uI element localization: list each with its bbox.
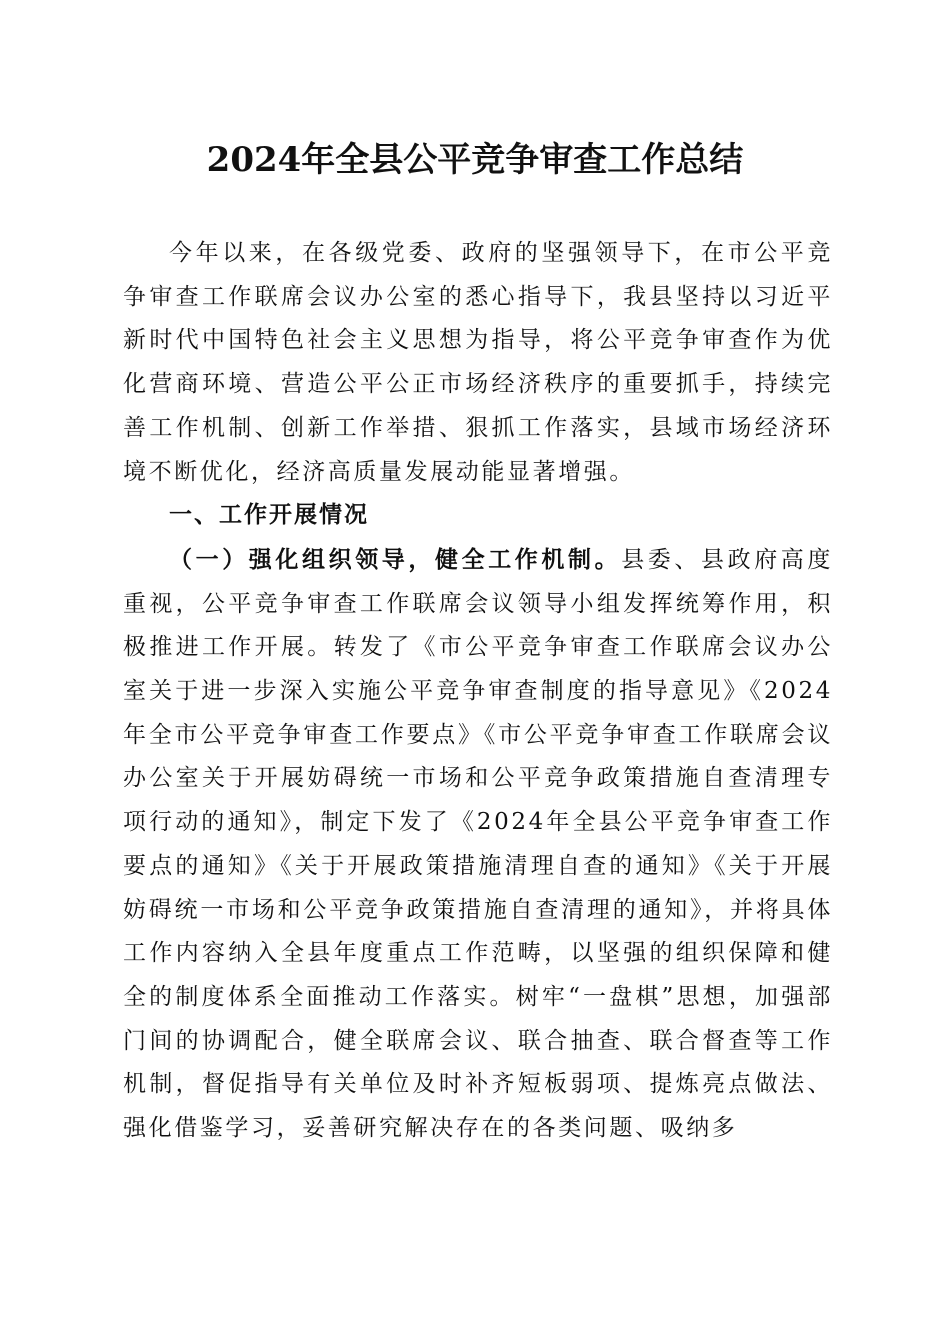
document-body	[123, 232, 833, 1151]
subsection-paragraph-organization	[123, 538, 833, 1151]
subsection-heading: （一）强化组织领导，健全工作机制。	[169, 545, 622, 573]
section-heading-work-progress: 一、工作开展情况	[169, 502, 369, 529]
document-title: 2024年全县公平竞争审查工作总结	[206, 140, 744, 180]
intro-paragraph: 今年以来，在各级党委、政府的坚强领导下，在市公平竞争审查工作联席会议办公室的悉心指导下，我县坚持以习近平新时代中国特色社会主义思想为指导，将公平竞争审查作为优化营商环境、营造公平公正市场经济秩序的重要抓手，持续完善工作机制、创新工作举措、狠抓工作落实，县域市场经济环境不断优化，经济高质量发展动能显著增强。	[123, 240, 833, 485]
subsection-text: 县委、县政府高度重视，公平竞争审查工作联席会议领导小组发挥统筹作用，积极推进工作开展。转发了《市公平竞争审查工作联席会议办公室关于进一步深入实施公平竞争审查制度的指导意见》《2024年全市公平竞争审查工作要点》《市公平竞争审查工作联席会议办公室关于开展妨碍统一市场和公平竞争政策措施自查清理专项行动的通知》，制定下发了《2024年全县公平竞争审查工作要点的通知》《关于开展政策措施清理自查的通知》《关于开展妨碍统一市场和公平竞争政策措施自查清理的通知》，并将具体工作内容纳入全县年度重点工作范畴，以坚强的组织保障和健全的制度体系全面推动工作落实。树牢“一盘棋”思想，加强部门间的协调配合，健全联席会议、联合抽查、联合督查等工作机制，督促指导有关单位及时补齐短板弱项、提炼亮点做法、强化借鉴学习，妥善研究解决存在的各类问题、吸纳多	[123, 546, 833, 1142]
